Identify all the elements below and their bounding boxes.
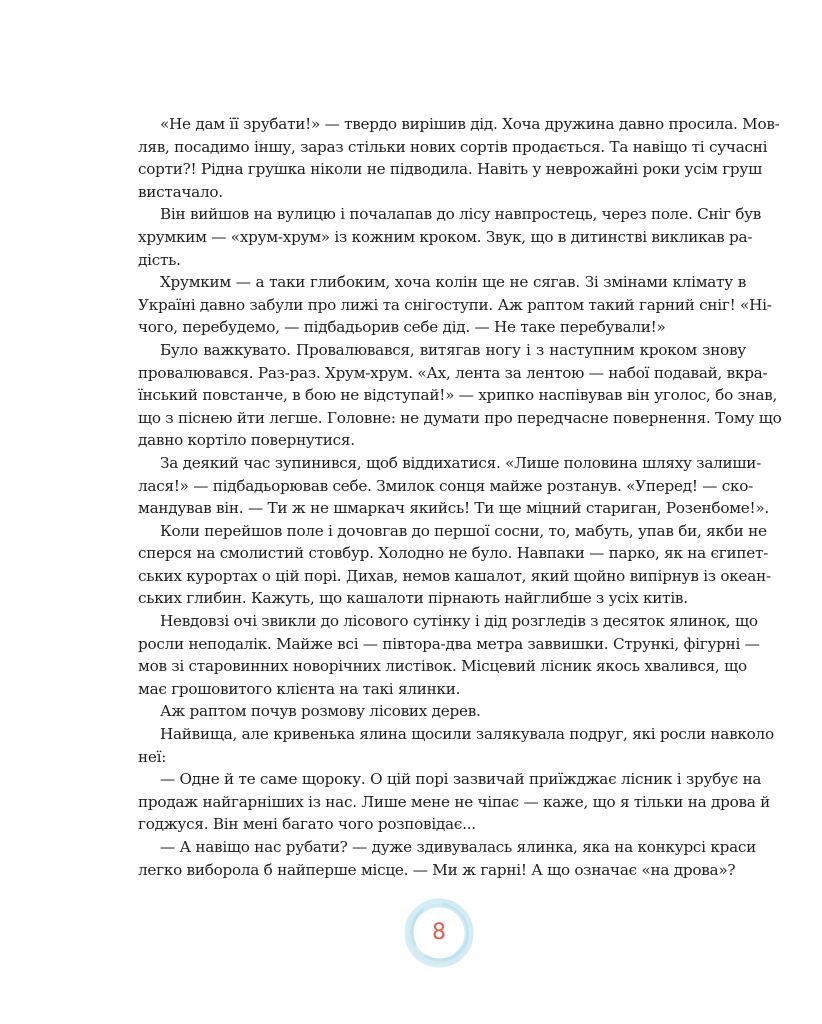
text-line: легко виборола б найперше місце. — Ми ж гарні! А що означає «на дрова»? [138, 860, 736, 879]
text-line: сорти?! Рідна грушка ніколи не підводила. Навіть у неврожайні роки усім груш [138, 160, 762, 179]
text-line: ських курортах о цій порі. Дихав, немов кашалот, який щойно випірнув із океан- [138, 566, 771, 585]
text-line: — Одне й те саме щороку. О цій порі зазвичай приїжджає лісник і зрубує на [160, 770, 762, 789]
text-line: продаж найгарніших із нас. Лише мене не чіпає — каже, що я тільки на дрова й [138, 792, 771, 811]
text-line: Невдовзі очі звикли до лісового сутінку і дід розгледів з десяток ялинок, що [160, 612, 758, 631]
text-line: мов зі старовинних новорічних листівок. Місцевий лісник якось хвалився, що [138, 657, 747, 676]
text-line: сперся на смолистий стовбур. Холодно не було. Навпаки — парко, як на єгипет- [138, 544, 768, 563]
text-line: лася!» — підбадьорював себе. Змилок сонця майже розтанув. «Уперед! — ско- [138, 476, 754, 495]
text-line: їнський повстанче, в бою не відступай!» — хрипко наспівував він уголос, бо знав, [138, 386, 778, 405]
text-line: давно кортіло повернутися. [138, 431, 355, 450]
text-line: неї: [138, 747, 167, 766]
text-line: Найвища, але кривенька ялина щосили залякувала подруг, які росли навколо [160, 725, 774, 744]
text-line: Він вийшов на вулицю і почалапав до лісу навпростець, через поле. Сніг був [160, 205, 762, 224]
text-line: За деякий час зупинився, щоб віддихатися. «Лише половина шляху залиши- [160, 453, 762, 472]
text-line: провалювався. Раз-раз. Хрум-хрум. «Ах, лента за лентою — набої подавай, вкра- [138, 363, 768, 382]
page-number-badge [403, 897, 475, 969]
text-line: «Не дам її зрубати!» — твердо вирішив дід. Хоча дружина давно просила. Мов- [160, 115, 780, 133]
text-line: мандував він. — Ти ж не шмаркач якийсь! Ти ще міцний стариган, Розенбоме!». [138, 499, 769, 518]
text-line: хрумким — «хрум-хрум» із кожним кроком. Звук, що в дитинстві викликав ра- [138, 227, 753, 246]
text-line: годжуся. Він мені багато чого розповідає... [138, 815, 476, 834]
story-text [138, 113, 782, 881]
text-line: Було важкувато. Провалювався, витягав ногу і з наступним кроком знову [160, 340, 746, 359]
text-line: — А навіщо нас рубати? — дуже здивувалась ялинка, яка на конкурсі краси [160, 838, 757, 856]
text-line: має грошовитого клієнта на такі ялинки. [138, 679, 461, 698]
text-line: що з піснею йти легше. Головне: не думати про передчасне повернення. Тому що [138, 408, 782, 427]
text-line: дість. [138, 250, 181, 269]
page-number: 8 [432, 920, 446, 945]
text-line: Україні давно забули про лижі та снігоступи. Аж раптом такий гарний сніг! «Ні- [138, 295, 772, 314]
text-line: вистачало. [138, 182, 223, 201]
text-line: Аж раптом почув розмову лісових дерев. [160, 702, 481, 721]
text-line: ських глибин. Кажуть, що кашалоти пірнають найглибше з усіх китів. [138, 589, 688, 608]
text-line: ляв, посадимо іншу, зараз стільки нових сортів продається. Та навіщо ті сучасні [138, 137, 768, 156]
text-line: росли неподалік. Майже всі — півтора-два метра заввишки. Стрункі, фігурні — [138, 634, 760, 653]
text-line: Коли перейшов поле і дочовгав до першої сосни, то, мабуть, упав би, якби не [160, 521, 767, 540]
text-line: Хрумким — а таки глибоким, хоча колін ще не сягав. Зі змінами клімату в [160, 273, 746, 292]
text-line: чого, перебудемо, — підбадьорив себе дід. — Не таке перебували!» [138, 318, 666, 337]
